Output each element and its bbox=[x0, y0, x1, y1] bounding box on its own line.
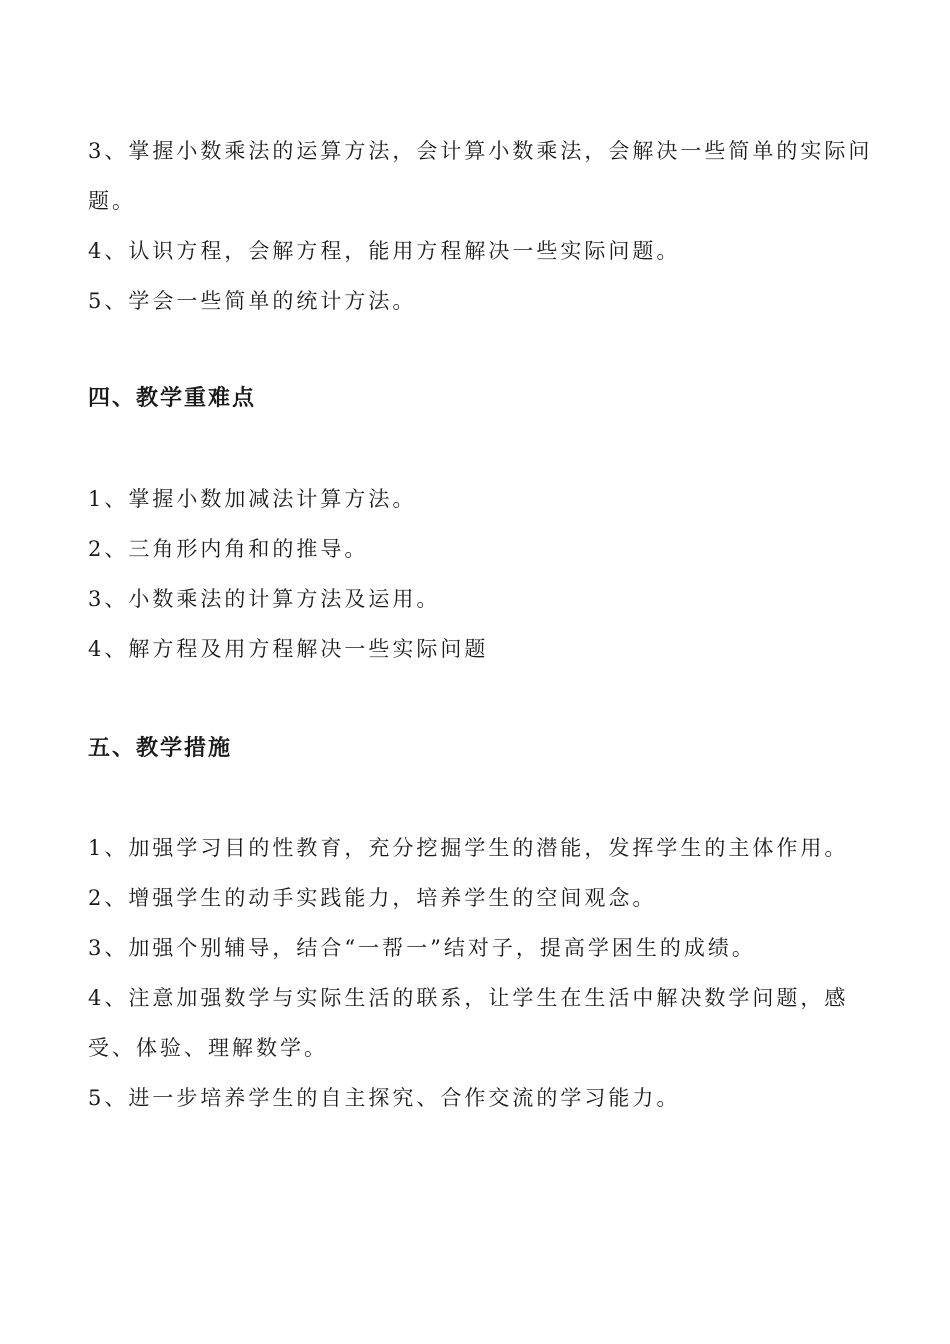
key-point-item-1: 1、掌握小数加减法计算方法。 bbox=[88, 487, 417, 511]
key-point-item-3: 3、小数乘法的计算方法及运用。 bbox=[88, 587, 441, 611]
measure-item-5: 5、进一步培养学生的自主探究、合作交流的学习能力。 bbox=[88, 1086, 681, 1110]
objective-item-4: 4、认识方程，会解方程，能用方程解决一些实际问题。 bbox=[88, 239, 681, 263]
objective-item-3: 3、掌握小数乘法的运算方法，会计算小数乘法，会解决一些简单的实际问题。 bbox=[88, 139, 873, 213]
objective-item-5: 5、学会一些简单的统计方法。 bbox=[88, 289, 417, 313]
measure-item-3: 3、加强个别辅导，结合“一帮一”结对子，提高学困生的成绩。 bbox=[88, 936, 756, 960]
key-point-item-2: 2、三角形内角和的推导。 bbox=[88, 537, 369, 561]
measure-item-2: 2、增强学生的动手实践能力，培养学生的空间观念。 bbox=[88, 886, 657, 910]
measure-item-1: 1、加强学习目的性教育，充分挖掘学生的潜能，发挥学生的主体作用。 bbox=[88, 836, 849, 860]
key-points-heading: 四、教学重难点 bbox=[88, 386, 257, 411]
measures-heading: 五、教学措施 bbox=[88, 736, 233, 761]
measure-item-4: 4、注意加强数学与实际生活的联系，让学生在生活中解决数学问题，感受、体验、理解数学。 bbox=[88, 986, 849, 1060]
key-point-item-4: 4、解方程及用方程解决一些实际问题 bbox=[88, 637, 489, 661]
